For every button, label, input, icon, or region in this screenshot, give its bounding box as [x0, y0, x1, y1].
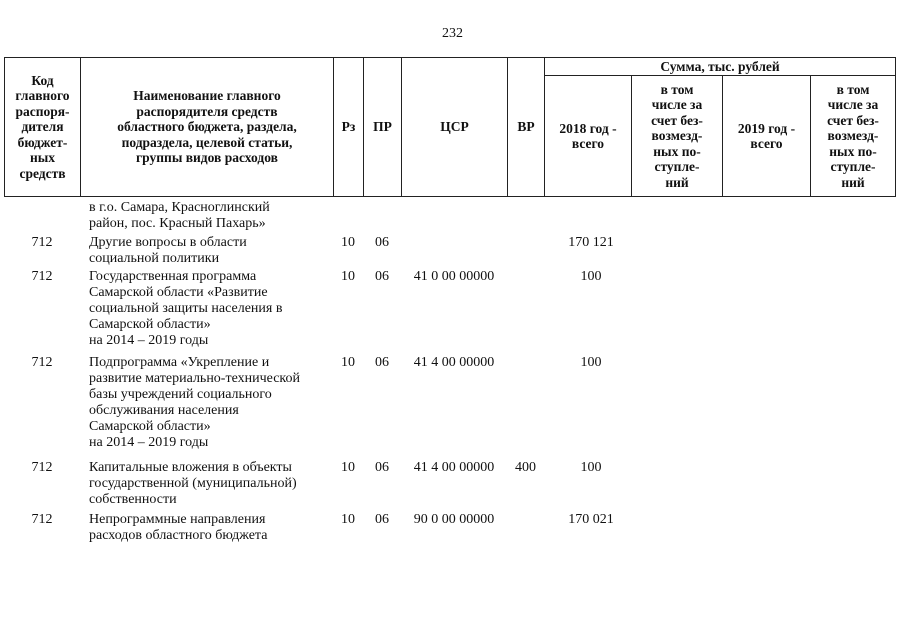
row-rz: 10	[341, 269, 355, 284]
row-name: Непрограммные направления расходов областного бюджета	[89, 512, 268, 543]
row-vr: 400	[515, 460, 536, 475]
row-sum-2018: 100	[580, 460, 602, 475]
header-csr: ЦСР	[440, 119, 469, 135]
row-pr: 06	[375, 512, 389, 527]
row-csr: 41 4 00 00000	[413, 355, 495, 370]
row-pr: 06	[375, 460, 389, 475]
header-2019-grants: в том числе за счет без- возмезд- ных по- ступле- ний	[827, 81, 879, 190]
row-pr: 06	[375, 355, 389, 370]
header-2019-total: 2019 год - всего	[737, 120, 796, 151]
row-rz: 10	[341, 355, 355, 370]
row-name: Другие вопросы в области социальной политики	[89, 235, 247, 266]
header-2018-total: 2018 год - всего	[559, 120, 617, 151]
row-code: 712	[31, 355, 53, 370]
header-vr: ВР	[517, 119, 535, 135]
row-name: Капитальные вложения в объекты государственной (муниципальной) собственности	[89, 460, 297, 507]
row-name: в г.о. Самара, Красноглинский район, пос. Красный Пахарь»	[89, 200, 270, 231]
row-sum-2018: 170 121	[568, 235, 614, 250]
header-sum: Сумма, тыс. рублей	[660, 58, 780, 74]
header-right-border	[895, 57, 896, 197]
header-name: Наименование главного распорядителя средств областного бюджета, раздела, подраздела, целевой статьи, группы видов расходов	[117, 88, 297, 166]
header-pr: ПР	[373, 119, 392, 135]
row-csr: 41 0 00 00000	[413, 269, 495, 284]
row-code: 712	[31, 460, 53, 475]
header-bottom-border	[4, 196, 896, 197]
row-pr: 06	[375, 235, 389, 250]
row-csr: 41 4 00 00000	[413, 460, 495, 475]
row-code: 712	[31, 235, 53, 250]
header-2018-grants: в том числе за счет без- возмезд- ных по- ступле- ний	[651, 81, 703, 190]
row-rz: 10	[341, 235, 355, 250]
row-sum-2018: 170 021	[568, 512, 614, 527]
page-number: 232	[442, 26, 463, 41]
row-csr: 90 0 00 00000	[413, 512, 495, 527]
row-code: 712	[31, 269, 53, 284]
table-header	[4, 57, 896, 197]
row-sum-2018: 100	[580, 355, 602, 370]
row-code: 712	[31, 512, 53, 527]
row-rz: 10	[341, 460, 355, 475]
row-name: Государственная программа Самарской области «Развитие социальной защиты населения в Самарской области» на 2014 – 2019 годы	[89, 269, 283, 348]
row-rz: 10	[341, 512, 355, 527]
row-sum-2018: 100	[580, 269, 602, 284]
row-name: Подпрограмма «Укрепление и развитие материально-технической базы учреждений социального обслуживания населения Самарской области» на 2014 – 2019 годы	[89, 355, 301, 450]
row-pr: 06	[375, 269, 389, 284]
header-rz: Рз	[341, 119, 356, 135]
header-code: Код главного распоря- дителя бюджет- ных средств	[15, 72, 70, 181]
